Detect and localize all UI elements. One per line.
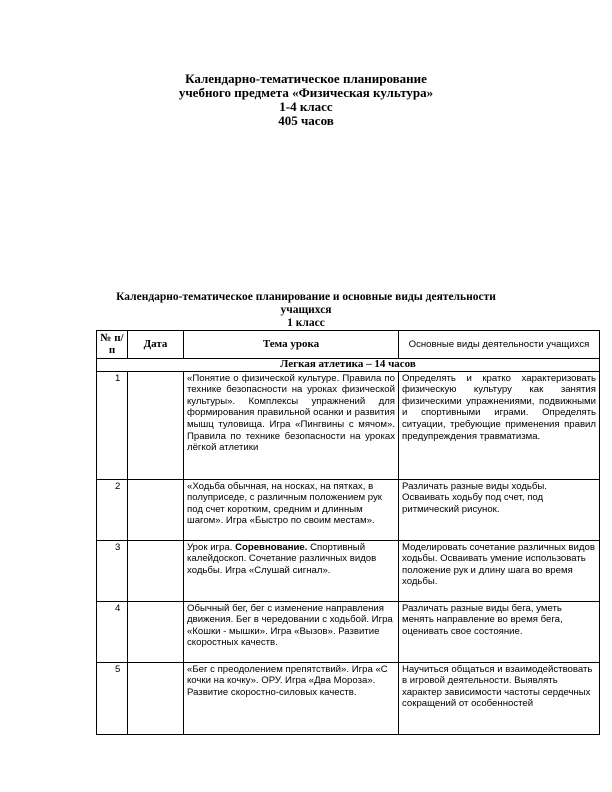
table-row <box>97 662 600 734</box>
table-row <box>97 540 600 601</box>
column-header-num: № п/п <box>97 331 128 359</box>
topic-bold-text: Соревнование. <box>235 541 308 553</box>
row-topic: «Понятие о физической культуре. Правила по технике безопасности на уроках физической культуры». Комплексы упражнений для формирования правильной осанки и развития мышц туловища. Игра «Пингвины с мячом». Правила по технике безопасности на уроках лёгкой атлетики <box>184 371 399 479</box>
section-heading-line-1: Календарно-тематическое планирование и основные виды деятельности <box>116 291 496 303</box>
column-header-activities: Основные виды деятельности учащихся <box>399 331 600 359</box>
row-activities: Определять и кратко характеризовать физическую культуру как занятия физическими упражнениями, подвижными и спортивными играми. Определять ситуации, требующие применения правил предупреждения травматизма. <box>399 371 600 479</box>
row-date <box>128 662 184 734</box>
row-date <box>128 540 184 601</box>
column-header-date: Дата <box>128 331 184 359</box>
row-activities: Различать разные виды ходьбы. Осваивать ходьбу под счет, под ритмический рисунок. <box>399 479 600 540</box>
row-activities: Моделировать сочетание различных видов ходьбы. Осваивать умение использовать положение рук и длину шага во время ходьбы. <box>399 540 600 601</box>
document-title <box>0 72 612 128</box>
column-header-topic: Тема урока <box>184 331 399 359</box>
title-line-2: учебного предмета «Физическая культура» <box>178 85 434 100</box>
title-line-1: Календарно-тематическое планирование <box>185 71 427 86</box>
table-row <box>97 601 600 662</box>
title-line-3: 1-4 класс <box>279 99 333 114</box>
row-date <box>128 479 184 540</box>
row-number: 3 <box>97 540 128 601</box>
table-row <box>97 371 600 479</box>
row-activities: Научиться общаться и взаимодействовать в игровой деятельности. Выявлять характер зависимости частоты сердечных сокращений от особенностей <box>399 662 600 734</box>
row-topic: «Бег с преодолением препятствий». Игра «С кочки на кочку». ОРУ. Игра «Два Мороза». Развитие скоростно-силовых качеств. <box>184 662 399 734</box>
topic-text: Спортивный калейдоскоп. Сочетание различных видов ходьбы. Игра «Слушай сигнал». <box>187 541 377 576</box>
section-heading-line-3: 1 класс <box>287 317 325 329</box>
row-number: 2 <box>97 479 128 540</box>
row-date <box>128 371 184 479</box>
section-heading <box>0 291 612 330</box>
section-row-label: Легкая атлетика – 14 часов <box>97 359 600 372</box>
topic-text: Урок игра. <box>187 541 236 553</box>
row-number: 5 <box>97 662 128 734</box>
title-line-4: 405 часов <box>278 113 334 128</box>
table-header-row <box>97 331 600 359</box>
section-heading-line-2: учащихся <box>280 304 332 316</box>
row-topic: Обычный бег, бег с изменение направления движения. Бег в чередовании с ходьбой. Игра «Кошки - мышки». Игра «Вызов». Развитие скоростных качеств. <box>184 601 399 662</box>
row-topic <box>184 540 399 601</box>
lesson-plan-table <box>96 330 600 735</box>
row-topic: «Ходьба обычная, на носках, на пятках, в полуприседе, с различным положением рук под счет коротким, средним и длинным шагом». Игра «Быстро по своим местам». <box>184 479 399 540</box>
row-date <box>128 601 184 662</box>
row-number: 1 <box>97 371 128 479</box>
row-number: 4 <box>97 601 128 662</box>
row-activities: Различать разные виды бега, уметь менять направление во время бега, оценивать свое состояние. <box>399 601 600 662</box>
section-row <box>97 359 600 372</box>
table-row <box>97 479 600 540</box>
